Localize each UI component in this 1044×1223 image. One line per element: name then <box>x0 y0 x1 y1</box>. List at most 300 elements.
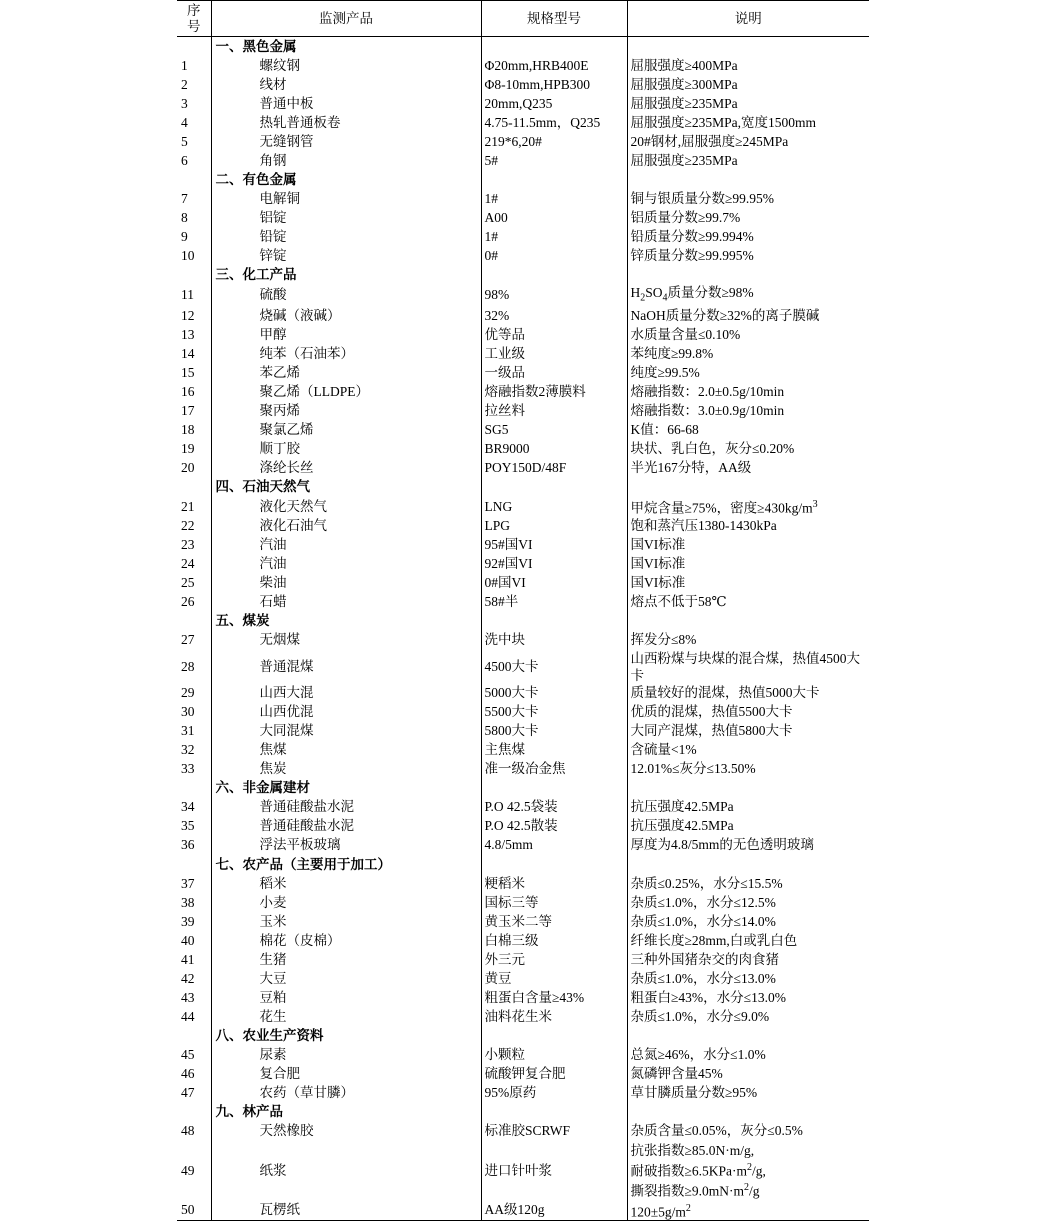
table-row <box>177 535 869 554</box>
spec-cell: 5# <box>481 151 627 170</box>
product-name: 普通混煤 <box>211 650 481 684</box>
table-row <box>177 247 869 266</box>
desc-cell: K值：66-68 <box>627 421 869 440</box>
spec-cell: POY150D/48F <box>481 459 627 478</box>
table-row <box>177 1141 869 1201</box>
desc-cell: 屈服强度≥235MPa <box>627 151 869 170</box>
row-number: 33 <box>181 761 195 777</box>
desc-cell: 纯度≥99.5% <box>627 363 869 382</box>
spec-cell: 5000大卡 <box>481 684 627 703</box>
product-name: 复合肥 <box>211 1065 481 1084</box>
spec-cell: 95#国VI <box>481 535 627 554</box>
table-row <box>177 344 869 363</box>
product-name: 汽油 <box>211 535 481 554</box>
table-row <box>177 631 869 650</box>
table-row <box>177 208 869 227</box>
product-name: 汽油 <box>211 554 481 573</box>
table-row <box>177 306 869 325</box>
row-number: 18 <box>181 422 195 438</box>
row-number: 10 <box>181 248 195 264</box>
table-row <box>177 363 869 382</box>
product-name: 苯乙烯 <box>211 363 481 382</box>
row-number: 8 <box>181 209 188 225</box>
row-number <box>177 1026 211 1045</box>
header-no: 序 号 <box>187 2 201 34</box>
row-number: 24 <box>181 555 195 571</box>
category-name: 九、林产品 <box>211 1103 481 1122</box>
table-row <box>177 836 869 855</box>
table-row <box>177 684 869 703</box>
product-name: 热轧普通板卷 <box>211 113 481 132</box>
spec-cell: 黄玉米二等 <box>481 912 627 931</box>
product-name: 焦煤 <box>211 741 481 760</box>
product-name: 山西优混 <box>211 703 481 722</box>
row-number: 14 <box>181 345 195 361</box>
desc-cell: 饱和蒸汽压1380-1430kPa <box>627 516 869 535</box>
spec-cell: 油料花生米 <box>481 1007 627 1026</box>
spec-cell: 熔融指数2薄膜料 <box>481 382 627 401</box>
desc-cell: 杂质≤1.0%，水分≤9.0% <box>627 1007 869 1026</box>
product-name: 无烟煤 <box>211 631 481 650</box>
desc-cell: 块状、乳白色，灰分≤0.20% <box>627 440 869 459</box>
spec-cell <box>481 170 627 189</box>
row-number: 38 <box>181 894 195 910</box>
row-number: 21 <box>181 498 195 514</box>
spec-cell <box>481 1103 627 1122</box>
spec-cell: 0# <box>481 247 627 266</box>
desc-cell: 抗张指数≥85.0N·m/g, 耐破指数$\ge 6.5KPa\cdot m^2/g$, 撕裂指数$\ge 9.0mN\cdot m^2/g$ <box>627 1141 869 1201</box>
desc-cell: 铅质量分数≥99.994% <box>627 227 869 246</box>
product-name: 液化天然气 <box>211 497 481 517</box>
table-row <box>177 516 869 535</box>
spec-cell: 98% <box>481 285 627 307</box>
spec-cell: 硫酸钾复合肥 <box>481 1065 627 1084</box>
desc-cell <box>627 1103 869 1122</box>
desc-cell <box>627 612 869 631</box>
row-number: 46 <box>181 1066 195 1082</box>
product-name: 聚乙烯（LLDPE） <box>211 382 481 401</box>
product-name: 稻米 <box>211 874 481 893</box>
desc-cell: 杂质≤1.0%，水分≤13.0% <box>627 969 869 988</box>
desc-cell: 锌质量分数≥99.995% <box>627 247 869 266</box>
row-number: 34 <box>181 799 195 815</box>
product-name: 农药（草甘膦） <box>211 1084 481 1103</box>
row-number: 9 <box>181 228 188 244</box>
table-row <box>177 554 869 573</box>
header-product: 监测产品 <box>211 1 481 37</box>
table-row <box>177 592 869 611</box>
spec-cell: 粗蛋白含量≥43% <box>481 988 627 1007</box>
spec-cell <box>481 855 627 874</box>
product-spec-table <box>177 0 869 1221</box>
spec-cell: 20mm,Q235 <box>481 94 627 113</box>
spec-cell: 4.8/5mm <box>481 836 627 855</box>
table-row <box>177 969 869 988</box>
spec-cell: Φ20mm,HRB400E <box>481 56 627 75</box>
row-number <box>177 266 211 285</box>
desc-cell <box>627 1026 869 1045</box>
table-row <box>177 402 869 421</box>
row-number: 2 <box>181 76 188 92</box>
row-number: 1 <box>181 57 188 73</box>
category-name: 五、煤炭 <box>211 612 481 631</box>
row-number: 32 <box>181 742 195 758</box>
desc-cell: 12.01%≤灰分≤13.50% <box>627 760 869 779</box>
table-row <box>177 56 869 75</box>
spec-cell: 主焦煤 <box>481 741 627 760</box>
spec-cell: 0#国VI <box>481 573 627 592</box>
row-number: 35 <box>181 818 195 834</box>
row-number: 26 <box>181 593 195 609</box>
row-number: 48 <box>181 1123 195 1139</box>
desc-cell: $H_2SO_4$质量分数≥98% <box>627 285 869 307</box>
desc-cell: 草甘膦质量分数≥95% <box>627 1084 869 1103</box>
row-number: 42 <box>181 970 195 986</box>
product-name: 柴油 <box>211 573 481 592</box>
table-row <box>177 189 869 208</box>
category-name: 八、农业生产资料 <box>211 1026 481 1045</box>
spec-cell: 拉丝料 <box>481 402 627 421</box>
product-name: 山西大混 <box>211 684 481 703</box>
product-name: 大豆 <box>211 969 481 988</box>
category-row <box>177 170 869 189</box>
row-number: 39 <box>181 913 195 929</box>
product-name: 涤纶长丝 <box>211 459 481 478</box>
product-name: 烧碱（液碱） <box>211 306 481 325</box>
table-row <box>177 285 869 307</box>
spec-cell <box>481 37 627 57</box>
table-row <box>177 94 869 113</box>
row-number <box>177 855 211 874</box>
row-number: 12 <box>181 307 195 323</box>
table-row <box>177 151 869 170</box>
product-name: 纯苯（石油苯） <box>211 344 481 363</box>
spec-cell: 1# <box>481 189 627 208</box>
product-name: 浮法平板玻璃 <box>211 836 481 855</box>
row-number: 30 <box>181 704 195 720</box>
desc-cell: 质量较好的混煤，热值5000大卡 <box>627 684 869 703</box>
desc-cell: 铝质量分数≥99.7% <box>627 208 869 227</box>
table-row <box>177 1201 869 1221</box>
category-row <box>177 478 869 497</box>
row-number <box>177 779 211 798</box>
desc-cell: 三种外国猪杂交的肉食猪 <box>627 950 869 969</box>
table-row <box>177 227 869 246</box>
spec-cell: 工业级 <box>481 344 627 363</box>
spec-cell: 95%原药 <box>481 1084 627 1103</box>
row-number: 3 <box>181 95 188 111</box>
product-name: 铝锭 <box>211 208 481 227</box>
product-name: 电解铜 <box>211 189 481 208</box>
product-name: 花生 <box>211 1007 481 1026</box>
desc-cell: 杂质≤1.0%，水分≤14.0% <box>627 912 869 931</box>
desc-cell: 粗蛋白≥43%，水分≤13.0% <box>627 988 869 1007</box>
table-row <box>177 440 869 459</box>
desc-cell: 屈服强度≥235MPa <box>627 94 869 113</box>
row-number: 7 <box>181 190 188 206</box>
row-number: 19 <box>181 441 195 457</box>
table-row <box>177 1122 869 1141</box>
table-row <box>177 573 869 592</box>
row-number: 5 <box>181 133 188 149</box>
row-number <box>177 170 211 189</box>
desc-cell: 抗压强度42.5MPa <box>627 798 869 817</box>
table-row <box>177 798 869 817</box>
table-body <box>177 37 869 1221</box>
row-number: 29 <box>181 685 195 701</box>
row-number: 37 <box>181 875 195 891</box>
desc-cell: 抗压强度42.5MPa <box>627 817 869 836</box>
spec-cell: 粳稻米 <box>481 874 627 893</box>
table-row <box>177 497 869 517</box>
desc-cell: 熔融指数：3.0±0.9g/10min <box>627 402 869 421</box>
desc-cell: 水质量含量≤0.10% <box>627 325 869 344</box>
product-name: 普通硅酸盐水泥 <box>211 798 481 817</box>
spec-cell: 5800大卡 <box>481 722 627 741</box>
desc-cell: 大同产混煤，热值5800大卡 <box>627 722 869 741</box>
table-row <box>177 132 869 151</box>
row-number: 47 <box>181 1085 195 1101</box>
desc-cell: 国VI标准 <box>627 554 869 573</box>
spec-cell: LNG <box>481 497 627 517</box>
product-name: 焦炭 <box>211 760 481 779</box>
row-number: 6 <box>181 152 188 168</box>
product-name: 线材 <box>211 75 481 94</box>
desc-cell <box>627 266 869 285</box>
row-number: 15 <box>181 364 195 380</box>
row-number: 23 <box>181 536 195 552</box>
desc-cell: 甲烷含量≥75%，密度$\ge 430kg/m^3$ <box>627 497 869 517</box>
desc-cell: 苯纯度≥99.8% <box>627 344 869 363</box>
desc-cell: 20#钢材,屈服强度≥245MPa <box>627 132 869 151</box>
table-row <box>177 1084 869 1103</box>
spec-cell: 58#半 <box>481 592 627 611</box>
spec-cell: 准一级冶金焦 <box>481 760 627 779</box>
row-number: 27 <box>181 632 195 648</box>
product-name: 铅锭 <box>211 227 481 246</box>
table-row <box>177 722 869 741</box>
spec-cell: AA级120g <box>481 1201 627 1221</box>
row-number: 20 <box>181 460 195 476</box>
row-number: 28 <box>181 658 195 674</box>
header-spec: 规格型号 <box>481 1 627 37</box>
spec-cell: 1# <box>481 227 627 246</box>
spec-cell: 一级品 <box>481 363 627 382</box>
table-row <box>177 741 869 760</box>
table-row <box>177 817 869 836</box>
spec-cell: P.O 42.5袋装 <box>481 798 627 817</box>
row-number: 49 <box>181 1162 195 1178</box>
row-number: 4 <box>181 114 188 130</box>
table-row <box>177 325 869 344</box>
row-number: 43 <box>181 989 195 1005</box>
product-name: 石蜡 <box>211 592 481 611</box>
table-row <box>177 950 869 969</box>
desc-cell: $120\pm 5g/m^2$ <box>627 1201 869 1221</box>
spec-cell: 外三元 <box>481 950 627 969</box>
row-number: 36 <box>181 837 195 853</box>
table-row <box>177 650 869 684</box>
spec-cell: A00 <box>481 208 627 227</box>
table-row <box>177 1007 869 1026</box>
product-name: 玉米 <box>211 912 481 931</box>
spec-cell <box>481 1026 627 1045</box>
desc-cell: 含硫量<1% <box>627 741 869 760</box>
product-name: 顺丁胶 <box>211 440 481 459</box>
row-number: 40 <box>181 932 195 948</box>
header-desc: 说明 <box>627 1 869 37</box>
row-number: 11 <box>181 287 194 303</box>
desc-cell: 总氮≥46%，水分≤1.0% <box>627 1045 869 1064</box>
spec-cell: 32% <box>481 306 627 325</box>
table-row <box>177 113 869 132</box>
desc-cell: 屈服强度≥400MPa <box>627 56 869 75</box>
desc-cell: 屈服强度≥235MPa,宽度1500mm <box>627 113 869 132</box>
product-name: 豆粕 <box>211 988 481 1007</box>
desc-cell: 铜与银质量分数≥99.95% <box>627 189 869 208</box>
desc-cell: 熔融指数：2.0±0.5g/10min <box>627 382 869 401</box>
spec-cell: 标准胶SCRWF <box>481 1122 627 1141</box>
product-name: 聚氯乙烯 <box>211 421 481 440</box>
product-name: 纸浆 <box>211 1141 481 1201</box>
category-row <box>177 779 869 798</box>
desc-cell: 杂质含量≤0.05%，灰分≤0.5% <box>627 1122 869 1141</box>
table-row <box>177 931 869 950</box>
category-name: 七、农产品（主要用于加工） <box>211 855 481 874</box>
desc-cell <box>627 170 869 189</box>
product-name: 普通中板 <box>211 94 481 113</box>
row-number: 45 <box>181 1047 195 1062</box>
product-name: 生猪 <box>211 950 481 969</box>
desc-cell: 山西粉煤与块煤的混合煤，热值4500大卡 <box>627 650 869 684</box>
desc-cell: 杂质≤1.0%，水分≤12.5% <box>627 893 869 912</box>
row-number: 44 <box>181 1008 195 1024</box>
product-name: 硫酸 <box>211 285 481 307</box>
category-row <box>177 37 869 57</box>
row-number: 16 <box>181 384 195 399</box>
desc-cell: 氮磷钾含量45% <box>627 1065 869 1084</box>
spec-cell: 进口针叶浆 <box>481 1141 627 1201</box>
category-row <box>177 1026 869 1045</box>
product-name: 角钢 <box>211 151 481 170</box>
row-number: 22 <box>181 517 195 533</box>
spec-cell: 洗中块 <box>481 631 627 650</box>
table-row <box>177 703 869 722</box>
table-row <box>177 1045 869 1064</box>
table-row <box>177 874 869 893</box>
category-name: 一、黑色金属 <box>211 37 481 57</box>
spec-cell: 国标三等 <box>481 893 627 912</box>
product-name: 锌锭 <box>211 247 481 266</box>
desc-cell: 厚度为4.8/5mm的无色透明玻璃 <box>627 836 869 855</box>
category-name: 四、石油天然气 <box>211 478 481 497</box>
row-number: 17 <box>181 403 195 419</box>
desc-cell <box>627 779 869 798</box>
desc-cell <box>627 478 869 497</box>
row-number: 13 <box>181 326 195 342</box>
spec-cell: 5500大卡 <box>481 703 627 722</box>
product-name: 螺纹钢 <box>211 56 481 75</box>
table-row <box>177 1065 869 1084</box>
row-number <box>177 478 211 497</box>
product-name: 大同混煤 <box>211 722 481 741</box>
desc-cell: 熔点不低于58℃ <box>627 592 869 611</box>
desc-cell: 屈服强度≥300MPa <box>627 75 869 94</box>
product-name: 天然橡胶 <box>211 1122 481 1141</box>
desc-cell: 优质的混煤，热值5500大卡 <box>627 703 869 722</box>
product-name: 瓦楞纸 <box>211 1201 481 1221</box>
product-name: 普通硅酸盐水泥 <box>211 817 481 836</box>
category-row <box>177 612 869 631</box>
spec-cell <box>481 779 627 798</box>
product-name: 小麦 <box>211 893 481 912</box>
spec-cell: 小颗粒 <box>481 1045 627 1064</box>
category-name: 六、非金属建材 <box>211 779 481 798</box>
table-row <box>177 75 869 94</box>
category-row <box>177 266 869 285</box>
table-row <box>177 459 869 478</box>
spec-cell: 4.75-11.5mm，Q235 <box>481 113 627 132</box>
spec-cell: 优等品 <box>481 325 627 344</box>
row-number: 50 <box>181 1202 195 1218</box>
desc-cell: 半光167分特，AA级 <box>627 459 869 478</box>
table-row <box>177 988 869 1007</box>
category-row <box>177 1103 869 1122</box>
table-row <box>177 421 869 440</box>
category-name: 三、化工产品 <box>211 266 481 285</box>
table-row <box>177 760 869 779</box>
row-number <box>177 1103 211 1122</box>
spec-cell: 白棉三级 <box>481 931 627 950</box>
product-name: 液化石油气 <box>211 516 481 535</box>
spec-cell: 92#国VI <box>481 554 627 573</box>
desc-cell <box>627 37 869 57</box>
product-name: 棉花（皮棉） <box>211 931 481 950</box>
spec-cell: 黄豆 <box>481 969 627 988</box>
row-number: 31 <box>181 723 195 739</box>
product-name: 聚丙烯 <box>211 402 481 421</box>
table-row <box>177 382 869 401</box>
product-name: 甲醇 <box>211 325 481 344</box>
category-name: 二、有色金属 <box>211 170 481 189</box>
desc-cell: 纤维长度≥28mm,白或乳白色 <box>627 931 869 950</box>
desc-cell <box>627 855 869 874</box>
desc-cell: 国VI标准 <box>627 573 869 592</box>
spec-cell: Φ8-10mm,HPB300 <box>481 75 627 94</box>
table-row <box>177 912 869 931</box>
table-header-row <box>177 1 869 37</box>
category-row <box>177 855 869 874</box>
product-name: 尿素 <box>211 1045 481 1064</box>
row-number <box>177 37 211 57</box>
product-name: 无缝钢管 <box>211 132 481 151</box>
spec-cell: P.O 42.5散装 <box>481 817 627 836</box>
spec-cell <box>481 612 627 631</box>
spec-cell: 219*6,20# <box>481 132 627 151</box>
desc-cell: 国VI标准 <box>627 535 869 554</box>
row-number: 25 <box>181 574 195 590</box>
desc-cell: NaOH质量分数≥32%的离子膜碱 <box>627 306 869 325</box>
spec-cell: LPG <box>481 516 627 535</box>
spec-cell: 4500大卡 <box>481 650 627 684</box>
spec-cell: BR9000 <box>481 440 627 459</box>
row-number <box>177 612 211 631</box>
table-row <box>177 893 869 912</box>
desc-cell: 杂质≤0.25%，水分≤15.5% <box>627 874 869 893</box>
spec-cell: SG5 <box>481 421 627 440</box>
spec-cell <box>481 478 627 497</box>
desc-cell: 挥发分≤8% <box>627 631 869 650</box>
